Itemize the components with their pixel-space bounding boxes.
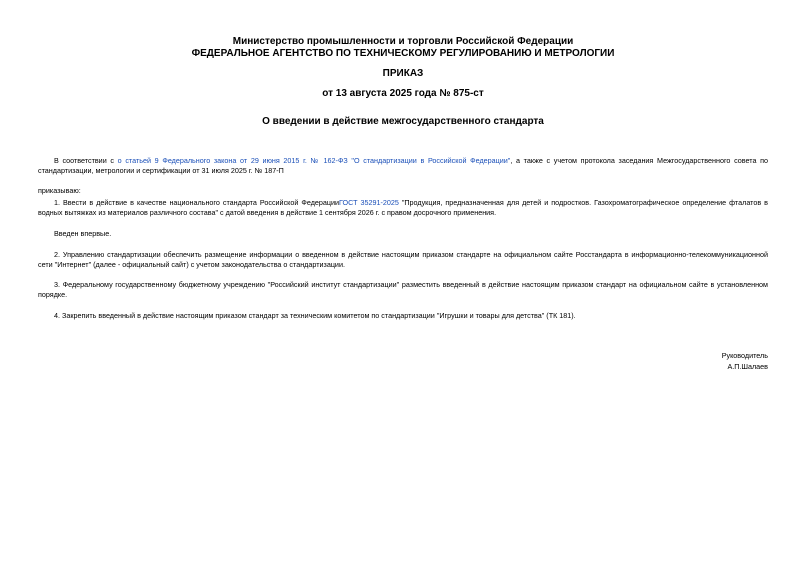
ministry-name: Министерство промышленности и торговли Российской Федерации [232,36,574,47]
order-type: ПРИКАЗ [382,68,424,79]
law-link[interactable]: о статьей 9 Федерального закона от 29 июня 2015 г. № 162-ФЗ "О стандартизации в Российской Федерации" [117,156,511,165]
order-subject: О введении в действие межгосударственного стандарта [262,116,544,127]
preamble-text-end: , а также с учетом протокола заседания Межгосударственного совета по стандартизации, метрологии и сертификации от 31 июля 2025 г. № 187-П [38,156,769,175]
paragraph-preamble [38,156,768,176]
preamble-text-start: В соответствии с [54,156,118,165]
signatory-name: А.П.Шалаев [727,362,768,371]
paragraph-order-word: приказываю: [38,186,81,195]
signatory-position: Руководитель [721,351,768,360]
paragraph-item-4: 4. Закрепить введенный в действие настоящим приказом стандарт за техническим комитетом по стандартизации "Игрушки и товары для детства" (ТК 181). [54,311,576,320]
agency-name: ФЕДЕРАЛЬНОЕ АГЕНТСТВО ПО ТЕХНИЧЕСКОМУ РЕГУЛИРОВАНИЮ И МЕТРОЛОГИИ [191,48,615,59]
paragraph-item-3: 3. Федеральному государственному бюджетному учреждению "Российский институт стандартизации" разместить введенный в действие настоящим приказом стандарт на официальном сайте в установленном порядке. [38,280,768,299]
paragraph-item-1 [38,198,768,218]
standard-link[interactable]: ГОСТ 35291-2025 [339,198,399,207]
paragraph-introduced-first: Введен впервые. [54,229,112,238]
paragraph-item-2: 2. Управлению стандартизации обеспечить размещение информации о введенном в действие настоящим приказом стандарте на официальном сайте Росстандарта в информационно-телекоммуникационной сети "Интернет" (далее - официальный сайт) с учетом законодательства о стандартизации. [38,250,768,269]
item-1-text-start: 1. Ввести в действие в качестве национального стандарта Российской Федерации [54,198,340,207]
order-date-number: от 13 августа 2025 года № 875-ст [322,88,484,99]
item-1-text-end: "Продукция, предназначенная для детей и подростков. Газохроматографическое определение фталатов в водных вытяжках из материалов различного состава" с датой введения в действие 1 сентября 2026 г. с правом досрочного применения. [38,198,768,217]
